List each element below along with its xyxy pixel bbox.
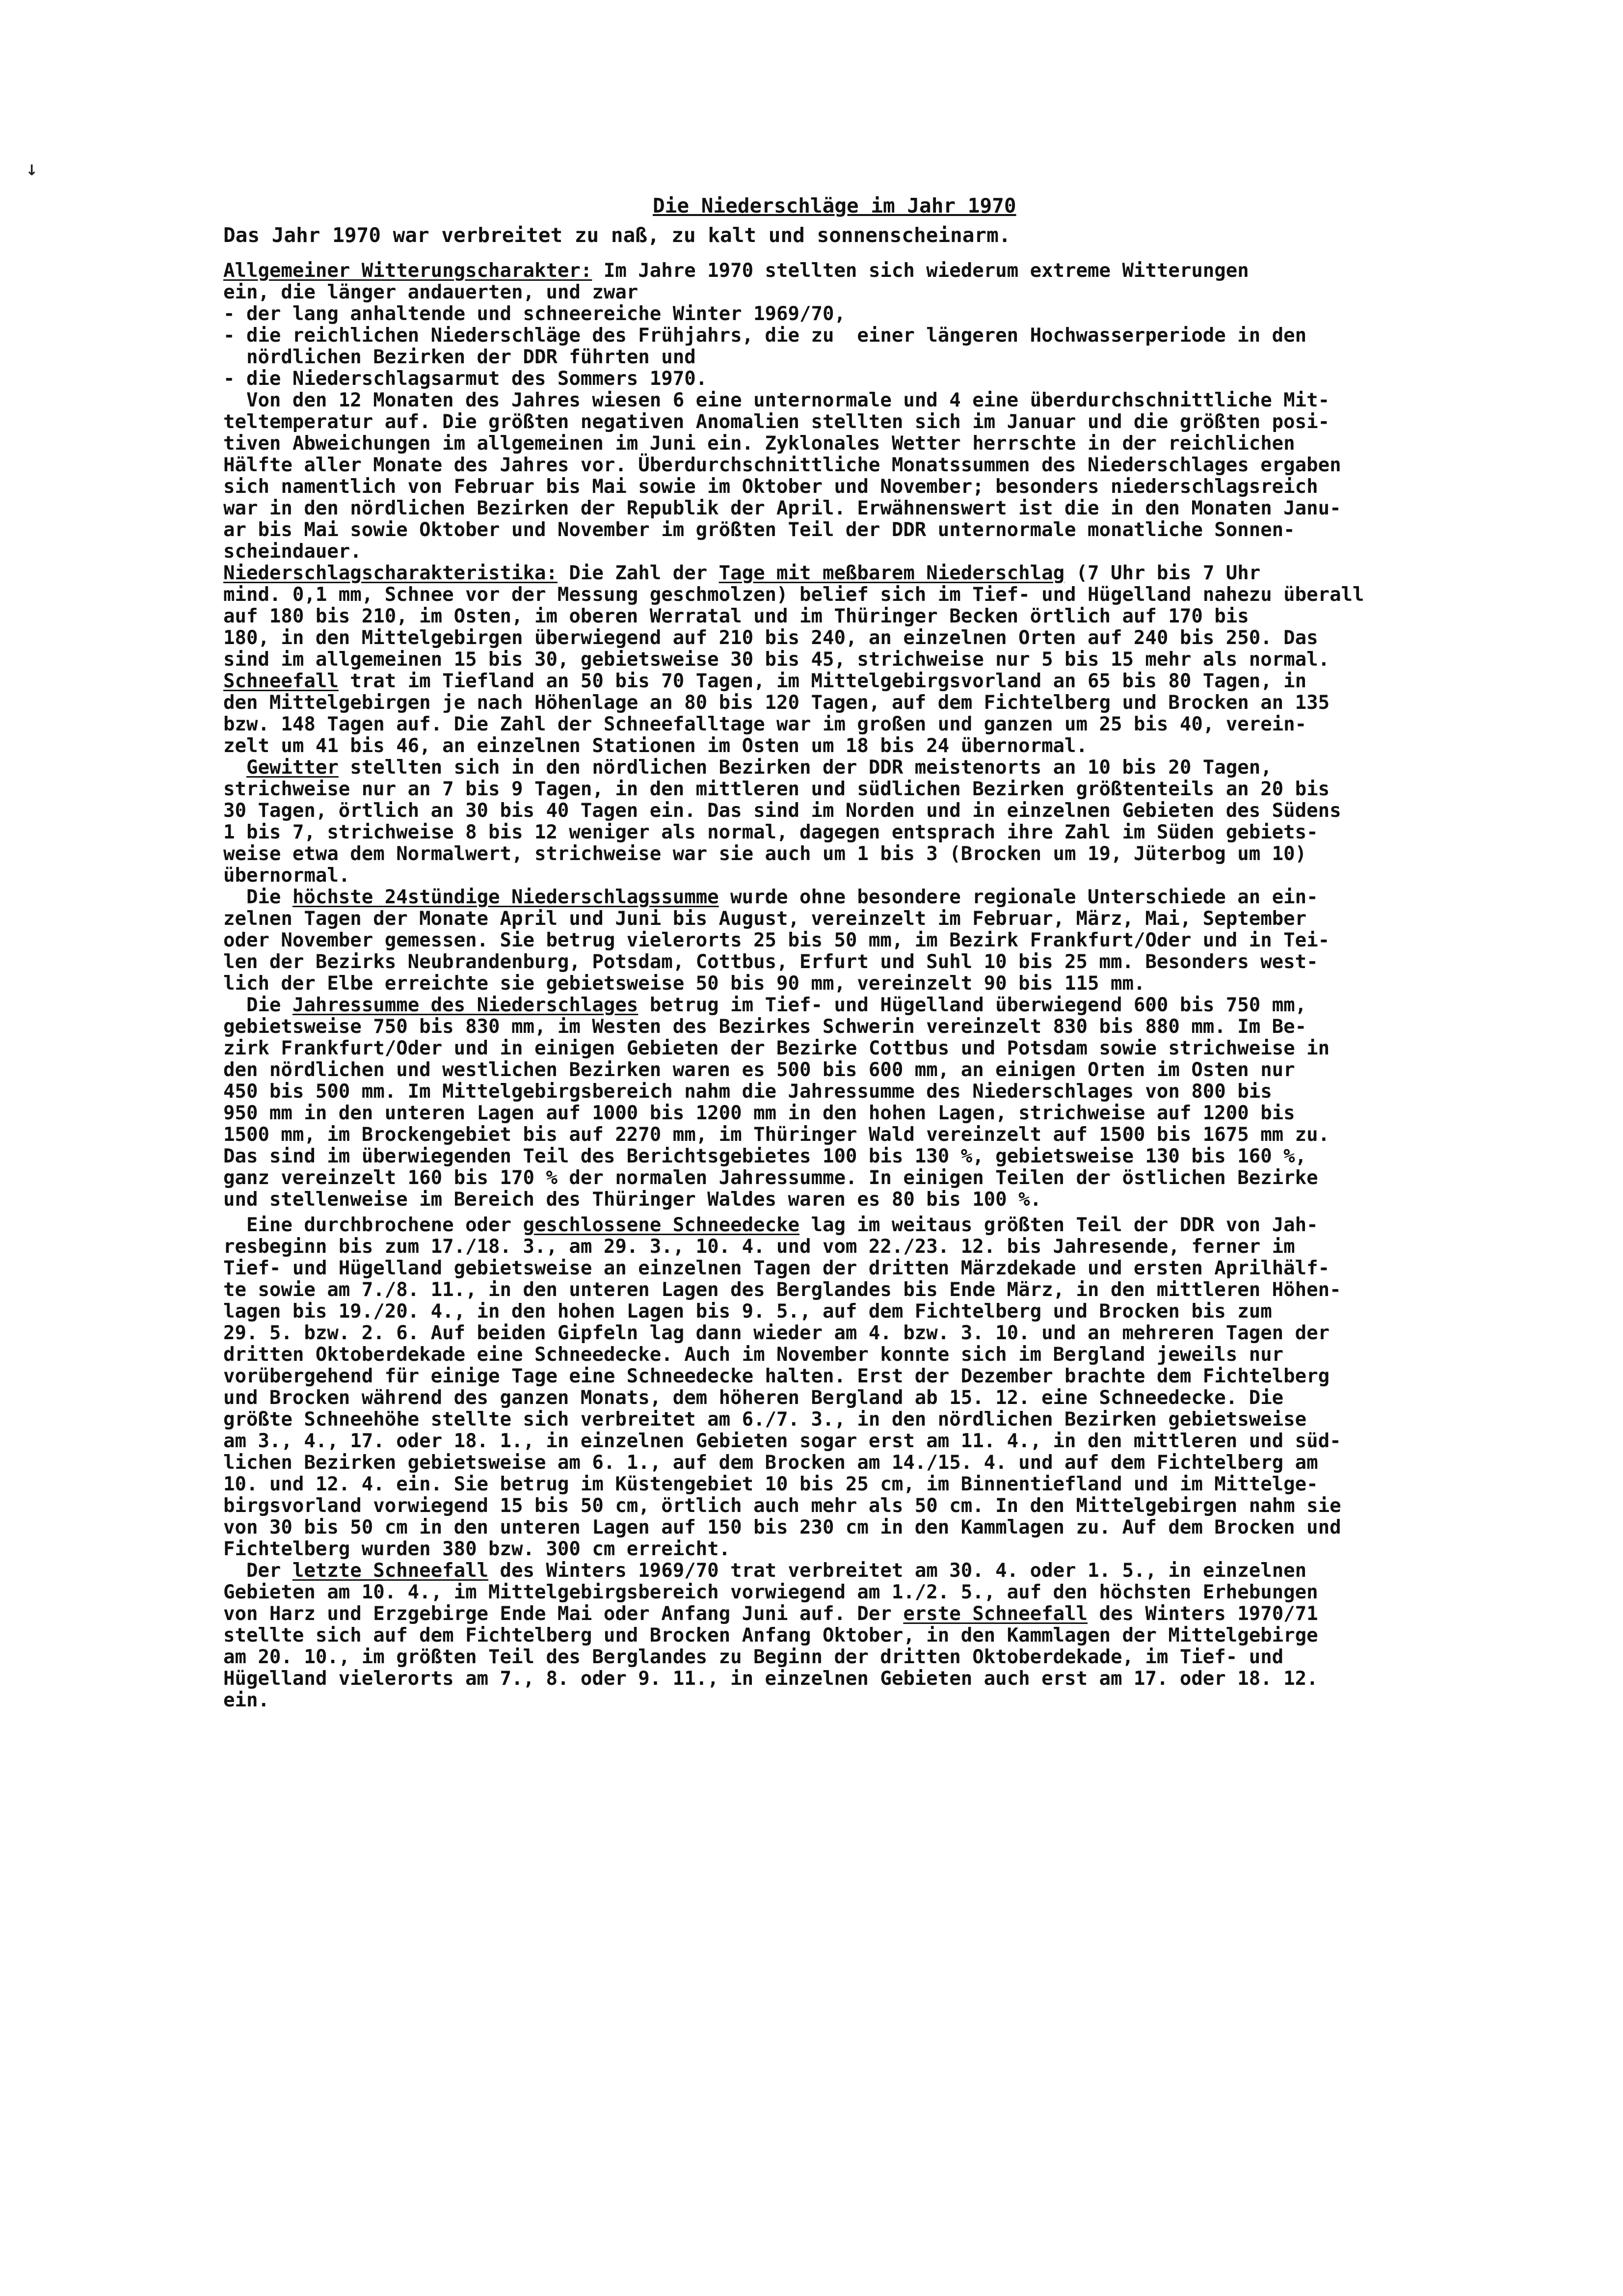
text-line: - die Niederschlagsarmut des Sommers 1970.: [223, 368, 708, 390]
text-line: Gewitter stellten sich in den nördlichen Bezirken der DDR meistenorts an 10 bis 20 Tagen,: [246, 756, 1272, 779]
text-line: auf 180 bis 210, im Osten, im oberen Werratal und im Thüringer Becken örtlich auf 170 bis: [223, 605, 1249, 627]
text-line: 29. 5. bzw. 2. 6. Auf beiden Gipfeln lag dann wieder am 4. bzw. 3. 10. und an mehreren Tagen der: [223, 1322, 1330, 1344]
underlined-term: geschlossene Schneedecke: [523, 1214, 800, 1236]
text-line: zirk Frankfurt/Oder und in einigen Gebieten der Bezirke Cottbus und Potsdam sowie strichweise in: [223, 1037, 1330, 1059]
underlined-term: höchste 24stündige Niederschlagssumme: [292, 886, 719, 908]
text-line: strichweise nur an 7 bis 9 Tagen, in den mittleren und südlichen Bezirken größtenteils an 20 bis: [223, 778, 1330, 800]
text-line: 10. und 12. 4. ein. Sie betrug im Küstengebiet 10 bis 25 cm, im Binnentiefland und im Mittelge-: [223, 1473, 1318, 1495]
text-line: Schneefall trat im Tiefland an 50 bis 70 Tagen, im Mittelgebirgsvorland an 65 bis 80 Tagen, in: [223, 670, 1307, 692]
text-line: bzw. 148 Tagen auf. Die Zahl der Schneefalltage war im großen und ganzen um 25 bis 40, verein-: [223, 713, 1307, 735]
paragraph-max-24h-precipitation: [223, 887, 1490, 995]
text-line: teltemperatur auf. Die größten negativen Anomalien stellten sich im Januar und die größten posi-: [223, 411, 1330, 433]
text-line: ganz vereinzelt 160 bis 170 % der normalen Jahressumme. In einigen Teilen der östlichen Bezirke: [223, 1167, 1318, 1189]
document-body: [223, 260, 1490, 1711]
text-line: zelnen Tagen der Monate April und Juni bis August, vereinzelt im Februar, März, Mai, September: [223, 908, 1307, 930]
text-line: vorübergehend für einige Tage eine Schneedecke halten. Erst der Dezember brachte dem Fichtelberg: [223, 1365, 1330, 1387]
text-line: und stellenweise im Bereich des Thüringer Waldes waren es 80 bis 100 %.: [223, 1189, 1042, 1211]
paragraph-snowfall-dates: [223, 1560, 1490, 1711]
text-line: 1 bis 7, strichweise 8 bis 12 weniger als normal, dagegen entsprach ihre Zahl im Süden gebiets-: [223, 821, 1318, 843]
text-line: te sowie am 7./8. 11., in den unteren Lagen des Berglandes bis Ende März, in den mittleren Höhen-: [223, 1279, 1341, 1301]
text-line: Das sind im überwiegenden Teil des Berichtsgebietes 100 bis 130 %, gebietsweise 130 bis 160 %,: [223, 1145, 1307, 1167]
text-line: zelt um 41 bis 46, an einzelnen Stationen im Osten um 18 bis 24 übernormal.: [223, 735, 1088, 757]
text-line: Hälfte aller Monate des Jahres vor. Überdurchschnittliche Monatssummen des Niederschlages ergaben: [223, 454, 1341, 476]
text-line: - die reichlichen Niederschläge des Frühjahrs, die zu einer längeren Hochwasserperiode in den: [223, 324, 1307, 347]
text-line: 450 bis 500 mm. Im Mittelgebirgsbereich nahm die Jahressumme des Niederschlages von 800 bis: [223, 1080, 1272, 1103]
text-line: nördlichen Bezirken der DDR führten und: [223, 346, 696, 368]
text-line: sind im allgemeinen 15 bis 30, gebietsweise 30 bis 45, strichweise nur 5 bis 15 mehr als normal.: [223, 648, 1330, 671]
underlined-term: Tage mit meßbarem Niederschlag: [718, 562, 1065, 584]
paragraph-annual-precipitation: [223, 995, 1490, 1211]
margin-mark: ↓: [26, 162, 38, 179]
paragraph-general-character: [223, 260, 1490, 563]
text-line: den nördlichen und westlichen Bezirken waren es 500 bis 600 mm, an einigen Orten im Osten nur: [223, 1059, 1295, 1081]
text-line: größte Schneehöhe stellte sich verbreitet am 6./7. 3., in den nördlichen Bezirken gebietsweise: [223, 1408, 1307, 1431]
section-heading: Niederschlagscharakteristika:: [223, 562, 558, 584]
text-line: oder November gemessen. Sie betrug vielerorts 25 bis 50 mm, im Bezirk Frankfurt/Oder und in Tei-: [223, 929, 1330, 951]
text-line: dritten Oktoberdekade eine Schneedecke. Auch im November konnte sich im Bergland jeweils nur: [223, 1344, 1284, 1366]
underlined-term: Schneefall: [223, 670, 339, 692]
text-line: birgsvorland vorwiegend 15 bis 50 cm, örtlich auch mehr als 50 cm. In den Mittelgebirgen nahm sie: [223, 1495, 1341, 1517]
text-line: und Brocken während des ganzen Monats, dem höheren Bergland ab 15. 12. eine Schneedecke. Die: [223, 1387, 1284, 1409]
section-heading: Allgemeiner Witterungscharakter:: [223, 260, 592, 282]
underlined-term: erste Schneefall: [903, 1603, 1088, 1625]
text-line: mind. 0,1 mm, Schnee vor der Messung geschmolzen) belief sich im Tief- und Hügelland nahezu überall: [223, 584, 1364, 606]
text-line: 30 Tagen, örtlich an 30 bis 40 Tagen ein. Das sind im Norden und in einzelnen Gebieten des Südens: [223, 800, 1341, 822]
text-line: resbeginn bis zum 17./18. 3., am 29. 3., 10. 4. und vom 22./23. 12. bis Jahresende, ferner im: [223, 1236, 1295, 1258]
text-line: Hügelland vielerorts am 7., 8. oder 9. 11., in einzelnen Gebieten auch erst am 17. oder 18. 12.: [223, 1668, 1318, 1690]
text-line: Fichtelberg wurden 380 bzw. 300 cm erreicht.: [223, 1538, 731, 1560]
text-line: sich namentlich von Februar bis Mai sowie im Oktober und November; besonders niederschlagsreich: [223, 476, 1318, 498]
text-line: von 30 bis 50 cm in den unteren Lagen auf 150 bis 230 cm in den Kammlagen zu. Auf dem Brocken und: [223, 1516, 1341, 1539]
text-line: Niederschlagscharakteristika: Die Zahl der Tage mit meßbarem Niederschlag (7 Uhr bis 7 Uhr: [223, 562, 1261, 584]
paragraph-thunderstorms: [223, 757, 1490, 887]
text-line: Tief- und Hügelland gebietsweise an einzelnen Tagen der dritten Märzdekade und ersten Aprilhälf-: [223, 1257, 1330, 1279]
text-line: Gebieten am 10. 4., im Mittelgebirgsbereich vorwiegend am 1./2. 5., auf den höchsten Erhebungen: [223, 1581, 1318, 1603]
paragraph-precipitation-characteristics: [223, 563, 1490, 757]
text-line: am 20. 10., im größten Teil des Berglandes zu Beginn der dritten Oktoberdekade, im Tief- und: [223, 1646, 1284, 1668]
text-line: gebietsweise 750 bis 830 mm, im Westen des Bezirkes Schwerin vereinzelt 830 bis 880 mm. Im Be-: [223, 1016, 1307, 1038]
text-line: ein, die länger andauerten, und zwar: [223, 281, 639, 303]
text-line: weise etwa dem Normalwert, strichweise war sie auch um 1 bis 3 (Brocken um 19, Jüterbog um 10): [223, 843, 1307, 865]
text-line: 180, in den Mittelgebirgen überwiegend auf 210 bis 240, an einzelnen Orten auf 240 bis 250. Das: [223, 627, 1318, 649]
underlined-term: Jahressumme des Niederschlages: [292, 994, 639, 1016]
underlined-term: letzte Schneefall: [292, 1560, 489, 1582]
text-line: Allgemeiner Witterungscharakter: Im Jahre 1970 stellten sich wiederum extreme Witterungen: [223, 260, 1249, 282]
text-line: war in den nördlichen Bezirken der Republik der April. Erwähnenswert ist die in den Monaten Janu-: [223, 497, 1341, 519]
text-line: len der Bezirks Neubrandenburg, Potsdam, Cottbus, Erfurt und Suhl 10 bis 25 mm. Besonders west-: [223, 951, 1318, 973]
page-subtitle: Das Jahr 1970 war verbreitet zu naß, zu kalt und sonnenscheinarm.: [223, 223, 1011, 247]
text-line: scheindauer.: [223, 540, 362, 563]
page-title: Die Niederschläge im Jahr 1970: [653, 194, 1016, 217]
text-line: am 3., 4., 17. oder 18. 1., in einzelnen Gebieten sogar erst am 11. 4., in den mittleren und süd-: [223, 1430, 1341, 1452]
text-line: Der letzte Schneefall des Winters 1969/70 trat verbreitet am 30. 4. oder 1. 5., in einzelnen: [223, 1560, 1307, 1582]
paragraph-snow-cover: [223, 1215, 1490, 1560]
text-line: Eine durchbrochene oder geschlossene Schneedecke lag im weitaus größten Teil der DDR von Jah-: [223, 1214, 1318, 1236]
text-line: den Mittelgebirgen je nach Höhenlage an 80 bis 120 Tagen, auf dem Fichtelberg und Brocken an 135: [223, 692, 1330, 714]
text-line: stellte sich auf dem Fichtelberg und Brocken Anfang Oktober, in den Kammlagen der Mittelgebirge: [223, 1624, 1318, 1647]
text-line: Die höchste 24stündige Niederschlagssumme wurde ohne besondere regionale Unterschiede an ein-: [223, 886, 1318, 908]
text-line: lich der Elbe erreichte sie gebietsweise 50 bis 90 mm, vereinzelt 90 bis 115 mm.: [223, 972, 1145, 995]
text-line: - der lang anhaltende und schneereiche Winter 1969/70,: [223, 303, 846, 325]
text-line: 1500 mm, im Brockengebiet bis auf 2270 mm, im Thüringer Wald vereinzelt auf 1500 bis 1675 mm zu.: [223, 1124, 1330, 1146]
text-line: tiven Abweichungen im allgemeinen im Juni ein. Zyklonales Wetter herrschte in der reichlichen: [223, 432, 1295, 455]
text-line: ar bis Mai sowie Oktober und November im größten Teil der DDR unternormale monatliche Sonnen-: [223, 519, 1295, 541]
text-line: übernormal.: [223, 864, 350, 887]
text-line: von Harz und Erzgebirge Ende Mai oder Anfang Juni auf. Der erste Schneefall des Winters 1970/71: [223, 1603, 1318, 1625]
text-line: 950 mm in den unteren Lagen auf 1000 bis 1200 mm in den hohen Lagen, strichweise auf 1200 bis: [223, 1102, 1295, 1124]
text-line: ein.: [223, 1689, 269, 1711]
text-line: lichen Bezirken gebietsweise am 6. 1., auf dem Brocken am 14./15. 4. und auf dem Fichtelberg am: [223, 1452, 1318, 1474]
section-heading: Gewitter: [246, 756, 339, 779]
text-line: Die Jahressumme des Niederschlages betrug im Tief- und Hügelland überwiegend 600 bis 750 mm,: [223, 994, 1307, 1016]
text-line: lagen bis 19./20. 4., in den hohen Lagen bis 9. 5., auf dem Fichtelberg und Brocken bis zum: [223, 1300, 1272, 1323]
text-line: Von den 12 Monaten des Jahres wiesen 6 eine unternormale und 4 eine überdurchschnittliche Mit-: [223, 389, 1330, 411]
